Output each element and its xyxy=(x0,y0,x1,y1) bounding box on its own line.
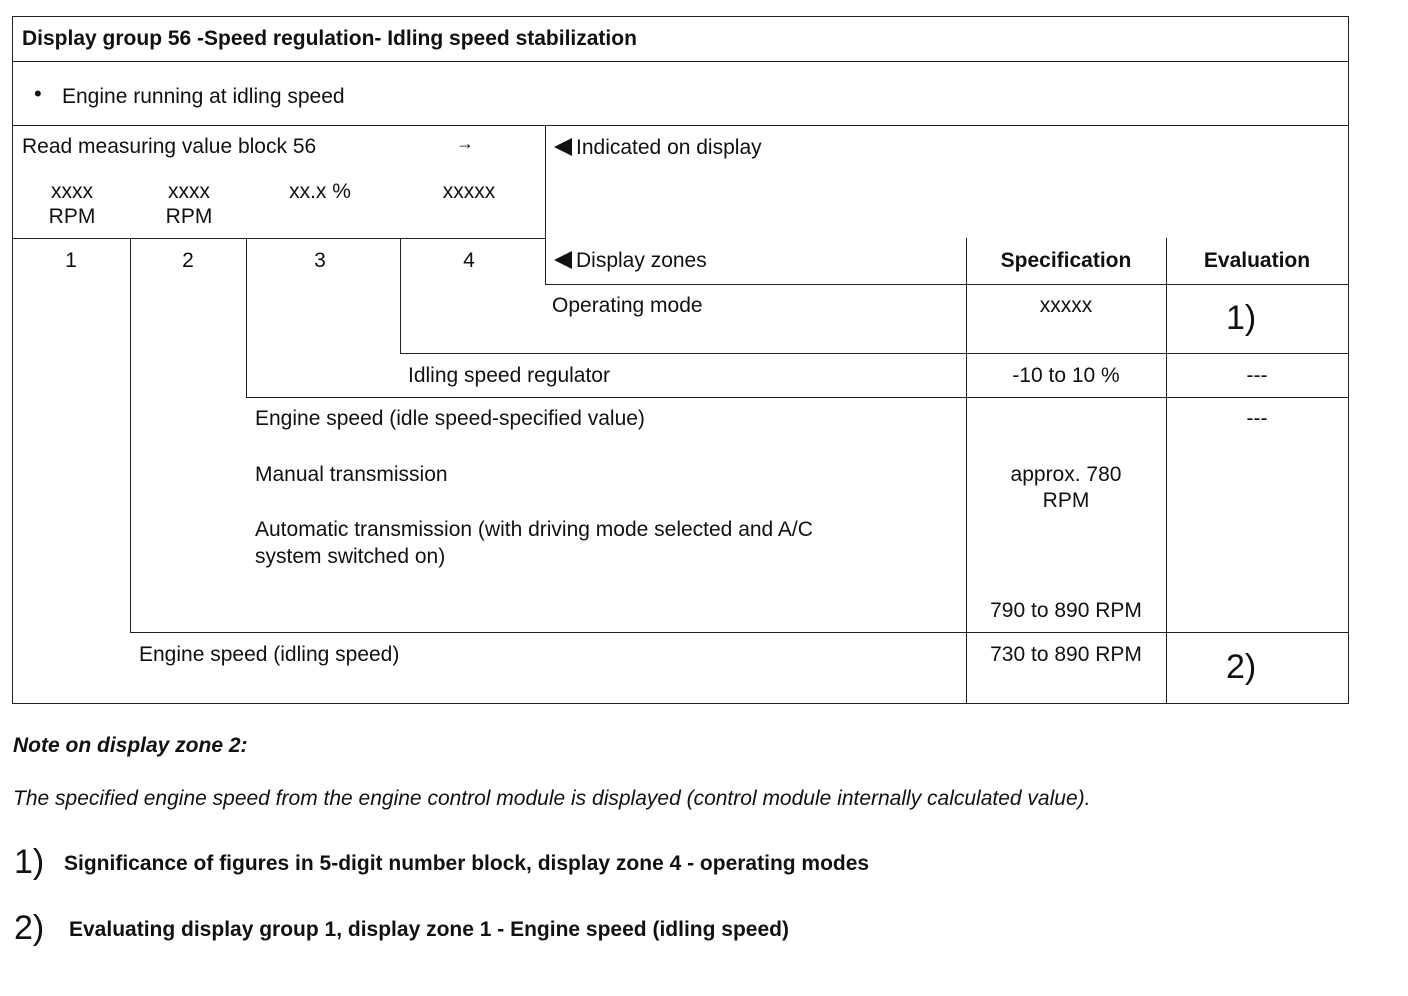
rule-zone2 xyxy=(130,238,131,633)
rule-row-opmode xyxy=(400,353,1349,354)
footnote-1-marker: 1) xyxy=(14,843,45,881)
zone-header-3: 3 xyxy=(314,249,326,272)
triangle-pointer-icon xyxy=(554,138,572,156)
rule-header xyxy=(545,284,1349,285)
table-border-left xyxy=(12,16,13,703)
rule-row-regulator xyxy=(246,397,1349,398)
zone4-value: xxxxx xyxy=(442,180,496,203)
rule-eval-col xyxy=(1166,238,1167,703)
operating-mode-spec: xxxxx xyxy=(1039,294,1093,317)
auto-transmission-label-2: system switched on) xyxy=(255,545,446,568)
zone1-value: xxxx xyxy=(51,180,93,203)
manual-spec-line2: RPM xyxy=(1042,489,1090,512)
indicated-label-row xyxy=(554,136,762,160)
display-zones-row xyxy=(554,249,707,273)
arrow-right-icon: → xyxy=(456,133,474,153)
operating-mode-eval: 1) xyxy=(1226,299,1257,337)
footnote-1-link[interactable]: Significance of figures in 5-digit number block, display zone 4 - operating modes xyxy=(64,852,870,875)
zone-header-2: 2 xyxy=(182,249,194,272)
engine-speed-idle-label: Engine speed (idling speed) xyxy=(139,643,400,666)
idle-regulator-eval: --- xyxy=(1246,364,1268,387)
manual-spec-line1: approx. 780 xyxy=(1010,463,1122,486)
idle-regulator-spec: -10 to 10 % xyxy=(1012,364,1120,387)
display-zones-label: Display zones xyxy=(576,249,707,272)
zone3-value: xx.x % xyxy=(289,180,351,203)
engine-speed-spec-eval: --- xyxy=(1246,407,1268,430)
table-border-bottom xyxy=(12,703,1349,704)
engine-speed-spec-label: Engine speed (idle speed-specified value) xyxy=(255,407,645,430)
table-border-right xyxy=(1348,16,1349,703)
rule-indicated xyxy=(545,125,546,285)
idle-regulator-label: Idling speed regulator xyxy=(408,364,610,387)
footnote-2-link[interactable]: Evaluating display group 1, display zone 1 - Engine speed (idling speed) xyxy=(69,918,789,941)
engine-speed-idle-spec: 730 to 890 RPM xyxy=(990,643,1142,666)
note-text: The specified engine speed from the engine control module is displayed (control module internally calculated value). xyxy=(13,787,1091,810)
zone2-unit: RPM xyxy=(165,205,213,228)
auto-spec: 790 to 890 RPM xyxy=(990,599,1142,622)
note-heading: Note on display zone 2: xyxy=(13,734,248,757)
indicated-label: Indicated on display xyxy=(576,136,762,159)
rule-condition xyxy=(12,125,1349,126)
table-border-top xyxy=(12,16,1349,17)
evaluation-header: Evaluation xyxy=(1203,249,1311,272)
triangle-pointer-icon xyxy=(554,251,572,269)
footnote-2-marker: 2) xyxy=(14,909,45,947)
zone-header-1: 1 xyxy=(65,249,77,272)
manual-transmission-label: Manual transmission xyxy=(255,463,448,486)
operating-mode-label: Operating mode xyxy=(552,294,703,317)
table-title: Display group 56 -Speed regulation- Idling speed stabilization xyxy=(22,27,637,50)
read-block-label: Read measuring value block 56 xyxy=(22,135,317,158)
zone2-value: xxxx xyxy=(168,180,210,203)
condition-text: Engine running at idling speed xyxy=(62,85,345,108)
rule-readblock xyxy=(12,238,545,239)
zone1-unit: RPM xyxy=(48,205,96,228)
rule-title xyxy=(12,61,1349,62)
bullet-icon: • xyxy=(34,81,42,106)
zone-header-4: 4 xyxy=(463,249,475,272)
specification-header: Specification xyxy=(1000,249,1132,272)
auto-transmission-label-1: Automatic transmission (with driving mode selected and A/C xyxy=(255,518,813,541)
engine-speed-idle-eval: 2) xyxy=(1226,648,1257,686)
